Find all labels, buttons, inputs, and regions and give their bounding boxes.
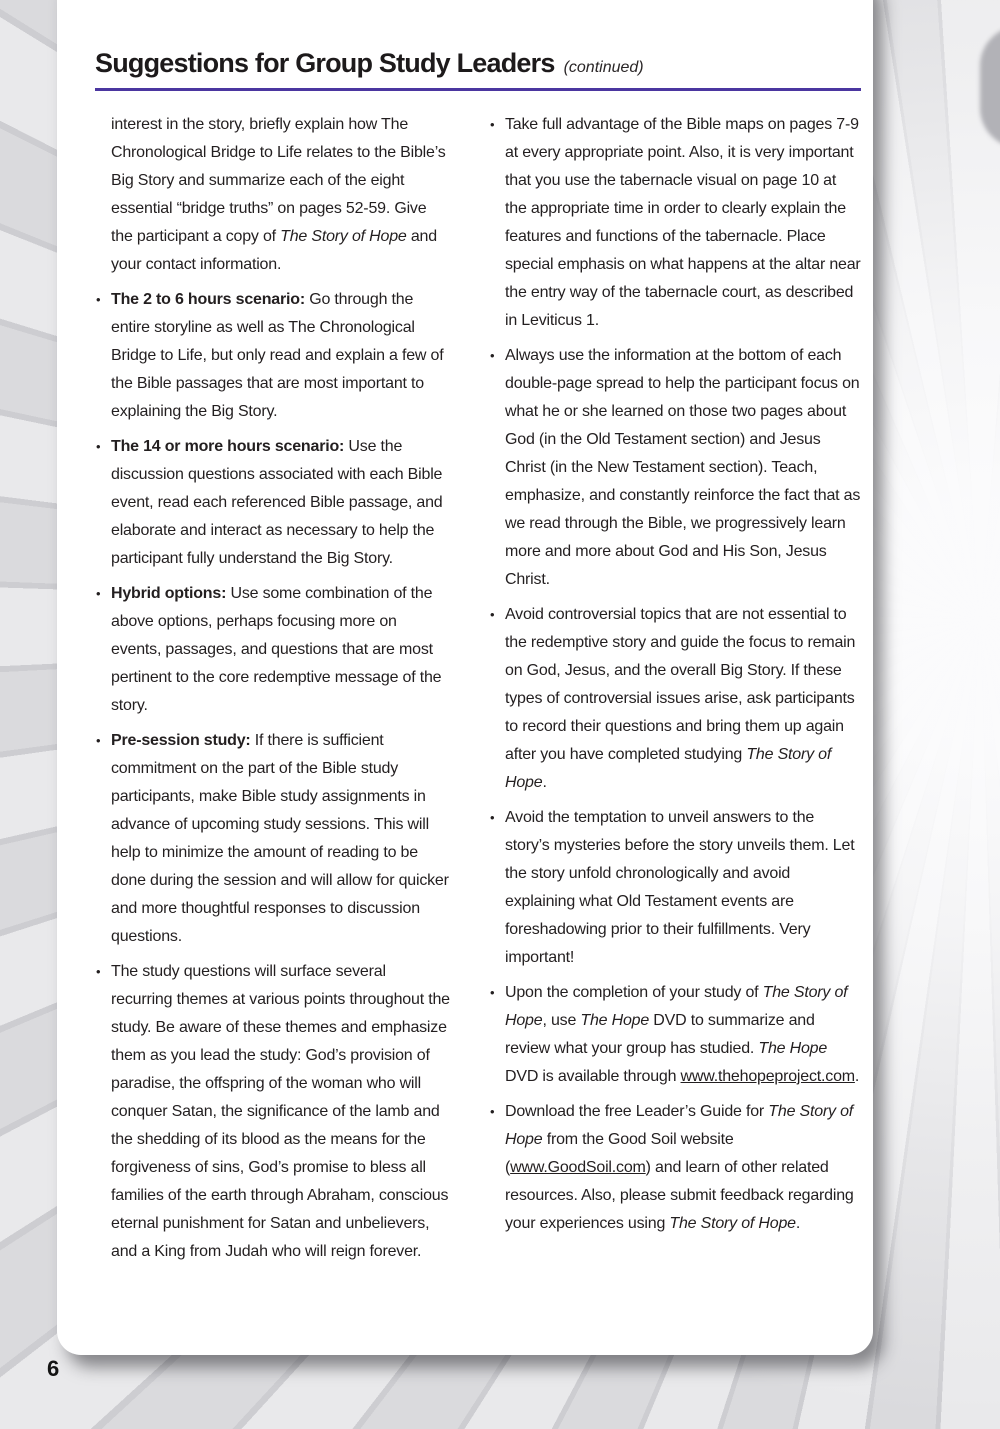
text-run: The Story of Hope — [505, 984, 848, 1029]
item-text — [111, 585, 441, 714]
right-column — [489, 111, 861, 1266]
text-run: Hybrid options: — [111, 585, 227, 602]
content-card — [57, 0, 873, 1355]
text-run: Always use the information at the bottom of each double-page spread to help the participant focus on what he or she learned on those two pages about God (in the Old Testament section) and Jesus Christ (in the New Testament section). Teach, emphasize, and constantly reinforce the fact that as we read through the Bible, we progressively learn more and more about God and His Son, Jesus Christ. — [505, 347, 861, 588]
text-run: . — [542, 774, 547, 791]
text-run: . — [854, 1068, 860, 1085]
list-item — [489, 979, 861, 1091]
bullet-marker: • — [96, 292, 101, 307]
text-run: and your contact information. — [111, 228, 437, 273]
item-text — [111, 438, 442, 567]
bullet-marker: • — [490, 117, 495, 132]
item-text — [111, 116, 446, 273]
left-column — [95, 111, 451, 1266]
corner-decoration — [980, 26, 1000, 148]
page-header — [95, 48, 861, 79]
list-item — [489, 804, 861, 972]
text-run: ) and learn of other related resources. Also, please submit feedback regarding your experiences using — [505, 1159, 854, 1232]
text-run: The Story of Hope — [505, 746, 832, 791]
text-run: If there is sufficient commitment on the part of the Bible study participants, make Bible study assignments in advance of upcoming study sessions. This will help to minimize the amount of reading to be done during the session and will allow for quicker and more thoughtful responses to discussion questions. — [111, 732, 449, 945]
list-item — [489, 601, 861, 797]
card-content — [57, 0, 873, 1266]
page-number: 6 — [47, 1356, 59, 1381]
bullet-marker: • — [490, 607, 495, 622]
text-run: Upon the completion of your study of — [505, 984, 763, 1001]
text-run: The Story of Hope — [669, 1215, 796, 1232]
item-text — [111, 963, 450, 1260]
text-run: . — [795, 1215, 801, 1232]
text-run: The 14 or more hours scenario: — [111, 438, 345, 455]
item-text — [111, 291, 443, 420]
text-run: The Hope — [580, 1012, 650, 1029]
text-run: DVD is available through — [505, 1068, 681, 1085]
link-thehopeproject[interactable]: www.thehopeproject.com — [680, 1068, 855, 1085]
text-run: The Story of Hope — [280, 228, 407, 245]
item-text — [505, 809, 854, 966]
text-run: Avoid controversial topics that are not essential to the redemptive story and guide the focus to remain on God, Jesus, and the overall Big Story. If these types of controversial issues arise, ask participants to record their questions and bring them up again after you have completed studying — [505, 606, 856, 763]
text-run: Use some combination of the above options, perhaps focusing more on events, passages, and questions that are most pertinent to the core redemptive message of the story. — [111, 585, 442, 714]
text-run: The Hope — [758, 1040, 828, 1057]
bullet-marker: • — [490, 1104, 495, 1119]
list-item — [489, 1098, 861, 1238]
text-run: DVD to summarize and review what your group has studied. — [505, 1012, 815, 1057]
title-rule — [95, 88, 861, 91]
title-continued-label: (continued) — [563, 59, 644, 76]
text-run: The study questions will surface several recurring themes at various points throughout the study. Be aware of these themes and emphasize them as you lead the study: God’s provision of paradise, the offspring of the woman who will conquer Satan, the significance of the lamb and the shedding of its blood as the means for the forgiveness of sins, God’s promise to bless all families of the earth through Abraham, conscious eternal punishment for Satan and unbelievers, and a King from Judah who will reign forever. — [111, 963, 450, 1260]
item-text — [505, 116, 861, 329]
text-run: Go through the entire storyline as well as The Chronological Bridge to Life, but only read and explain a few of the Bible passages that are most important to explaining the Big Story. — [111, 291, 444, 420]
bullet-marker: • — [96, 964, 101, 979]
text-run: Download the free Leader’s Guide for — [505, 1103, 769, 1120]
text-run: interest in the story, briefly explain how The Chronological Bridge to Life relates to the Bible’s Big Story and summarize each of the eight essential “bridge truths” on pages 52-59. Give the participant a copy of — [111, 116, 446, 245]
bullet-marker: • — [96, 733, 101, 748]
text-run: The Story of Hope — [505, 1103, 854, 1148]
list-item — [489, 111, 861, 335]
page-title: Suggestions for Group Study Leaders — [95, 48, 555, 78]
item-text — [505, 347, 860, 588]
text-run: Pre-session study: — [111, 732, 251, 749]
text-run: from the Good Soil website ( — [505, 1131, 734, 1176]
text-run: Take full advantage of the Bible maps on pages 7-9 at every appropriate point. Also, it is very important that you use the tabernacle visual on page 10 at the appropriate time in order to clearly explain the features and functions of the tabernacle. Place special emphasis on what happens at the altar near the entry way of the tabernacle court, as described in Leviticus 1. — [505, 116, 861, 329]
bullet-marker: • — [96, 439, 101, 454]
list-item — [95, 580, 451, 720]
list-item — [489, 342, 861, 594]
list-item — [95, 433, 451, 573]
list-item — [95, 286, 451, 426]
paragraph — [95, 111, 451, 279]
item-text — [505, 1103, 854, 1232]
item-text — [505, 984, 859, 1085]
list-item — [95, 958, 451, 1266]
bullet-marker: • — [490, 810, 495, 825]
bullet-marker: • — [96, 586, 101, 601]
item-text — [111, 732, 449, 945]
text-run: Avoid the temptation to unveil answers to the story’s mysteries before the story unveils them. Let the story unfold chronologically and avoid explaining what Old Testament events are foreshadowing prior to their fulfillments. Very important! — [505, 809, 855, 966]
two-column-body — [95, 111, 861, 1266]
bullet-marker: • — [490, 348, 495, 363]
text-run: , use — [542, 1012, 581, 1029]
text-run: Use the discussion questions associated with each Bible event, read each referenced Bible passage, and elaborate and interact as necessary to help the participant fully understand the Big Story. — [111, 438, 443, 567]
item-text — [505, 606, 855, 791]
text-run: The 2 to 6 hours scenario: — [111, 291, 305, 308]
link-goodsoil[interactable]: www.GoodSoil.com — [510, 1159, 646, 1176]
list-item — [95, 727, 451, 951]
bullet-marker: • — [490, 985, 495, 1000]
